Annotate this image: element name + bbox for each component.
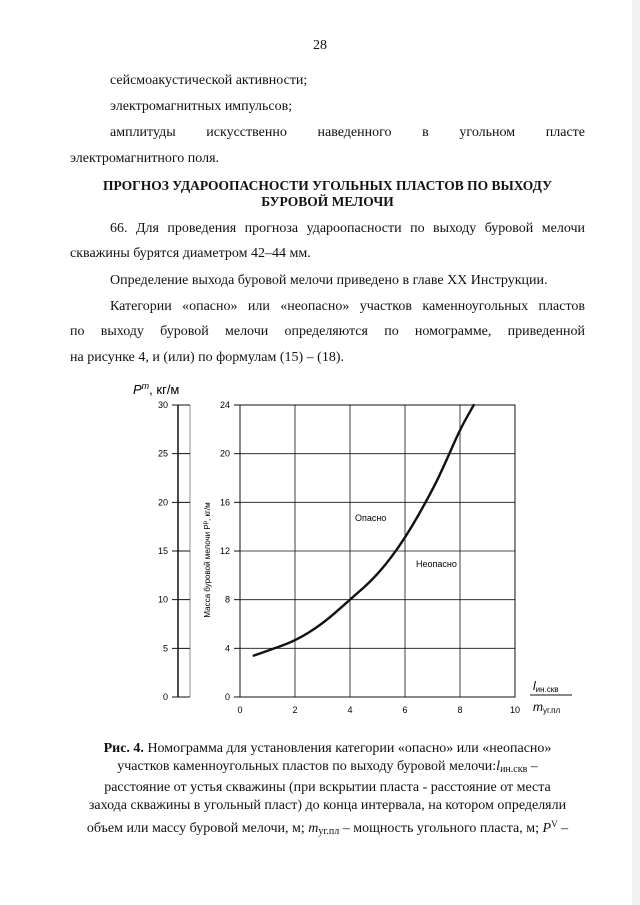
paragraph-line: скважины бурятся диаметром 42–44 мм. — [70, 246, 311, 261]
inner-y-label-sup: р — [203, 520, 209, 525]
caption-line — [60, 815, 595, 841]
paragraph-line: Определение выхода буровой мелочи приведено в главе XX Инструкции. — [110, 273, 548, 288]
x-tick-label: 4 — [347, 705, 353, 715]
region-label-safe: Неопасно — [416, 559, 457, 569]
caption-text: – — [557, 821, 569, 836]
paragraph-line: Категории «опасно» или «неопасно» участков каменноугольных пластов — [110, 299, 585, 314]
ratio-denominator: mуг.пл — [533, 700, 561, 715]
section-heading-line: БУРОВОЙ МЕЛОЧИ — [261, 194, 394, 209]
inner-y-label-text: Масса буровой мелочи P — [203, 524, 212, 618]
x-tick-label: 2 — [292, 705, 298, 715]
caption-label: Рис. 4. — [103, 741, 144, 756]
x-tick-label: 10 — [509, 705, 521, 715]
hazard-boundary-curve — [254, 405, 474, 656]
caption-line: расстояние от устья скважины (при вскрытии пласта - расстояние от места — [104, 780, 551, 795]
x-tick-label: 0 — [237, 705, 243, 715]
paragraph-line: по выходу буровой мелочи определяются по номограмме, приведенной — [70, 324, 585, 339]
caption-symbol: l — [496, 759, 501, 774]
x-tick-label: 6 — [402, 705, 408, 715]
y-tick-label: 4 — [224, 643, 230, 654]
outer-tick-label: 0 — [162, 692, 168, 702]
caption-symbol: P — [542, 821, 552, 836]
section-heading-line: ПРОГНОЗ УДАРООПАСНОСТИ УГОЛЬНЫХ ПЛАСТОВ ПО ВЫХОДУ — [103, 178, 552, 193]
caption-line — [60, 740, 595, 758]
paragraph-line: на рисунке 4, и (или) по формулам (15) – (18). — [70, 350, 344, 365]
caption-superscript: V — [551, 819, 558, 829]
region-label-hazard: Опасно — [355, 513, 387, 523]
caption-line — [60, 758, 595, 779]
paragraph-line: электромагнитных импульсов; — [110, 99, 293, 114]
outer-axis-label — [133, 381, 179, 397]
figure-caption — [60, 740, 595, 841]
outer-tick-label: 20 — [157, 497, 168, 508]
paragraph-line: 66. Для проведения прогноза удароопасности по выходу буровой мелочи — [110, 221, 585, 236]
inner-y-label — [203, 502, 212, 617]
outer-tick-label: 15 — [157, 546, 168, 556]
ratio-numerator: lин.скв — [533, 679, 559, 694]
caption-text: – мощность угольного пласта, м; — [339, 821, 543, 836]
caption-symbol: m — [308, 821, 319, 836]
y-tick-label: 16 — [219, 497, 230, 508]
outer-tick-label: 5 — [162, 643, 168, 654]
caption-line: захода скважины в угольный пласт) до конца интервала, на котором определяли — [88, 798, 567, 813]
caption-text: – — [527, 759, 538, 774]
x-ratio-label — [530, 679, 572, 715]
outer-tick-label: 25 — [157, 448, 168, 459]
page-number: 28 — [313, 38, 327, 53]
caption-subscript: уг.пл — [318, 826, 340, 837]
outer-axis-unit: , кг/м — [149, 382, 180, 397]
page-edge-shadow — [632, 0, 640, 905]
paragraph-line: электромагнитного поля. — [70, 151, 220, 166]
nomogram-figure — [0, 370, 600, 730]
y-tick-label: 24 — [219, 400, 230, 410]
caption-text: объем или массу буровой мелочи, м; — [86, 821, 309, 836]
y-tick-label: 20 — [219, 448, 230, 459]
outer-tick-label: 10 — [157, 594, 168, 605]
outer-scale — [158, 400, 190, 702]
chart-area — [220, 400, 520, 715]
inner-y-label-unit: , кг/м — [203, 502, 212, 521]
y-tick-label: 12 — [219, 546, 230, 556]
y-tick-label: 8 — [224, 594, 230, 605]
x-tick-label: 8 — [457, 705, 463, 715]
section-heading — [70, 178, 585, 210]
caption-text: участков каменноугольных пластов по выходу буровой мелочи: — [117, 759, 497, 774]
y-tick-label: 0 — [224, 692, 230, 702]
paragraph-line: амплитуды искусственно наведенного в угольном пласте — [110, 125, 585, 140]
outer-axis-sup: m — [141, 381, 150, 391]
paragraph-line: сейсмоакустической активности; — [110, 73, 308, 88]
caption-subscript: ин.скв — [500, 764, 528, 775]
caption-text: Номограмма для установления категории «опасно» или «неопасно» — [143, 741, 552, 756]
outer-axis-symbol: P — [133, 382, 142, 397]
outer-tick-label: 30 — [157, 400, 168, 410]
